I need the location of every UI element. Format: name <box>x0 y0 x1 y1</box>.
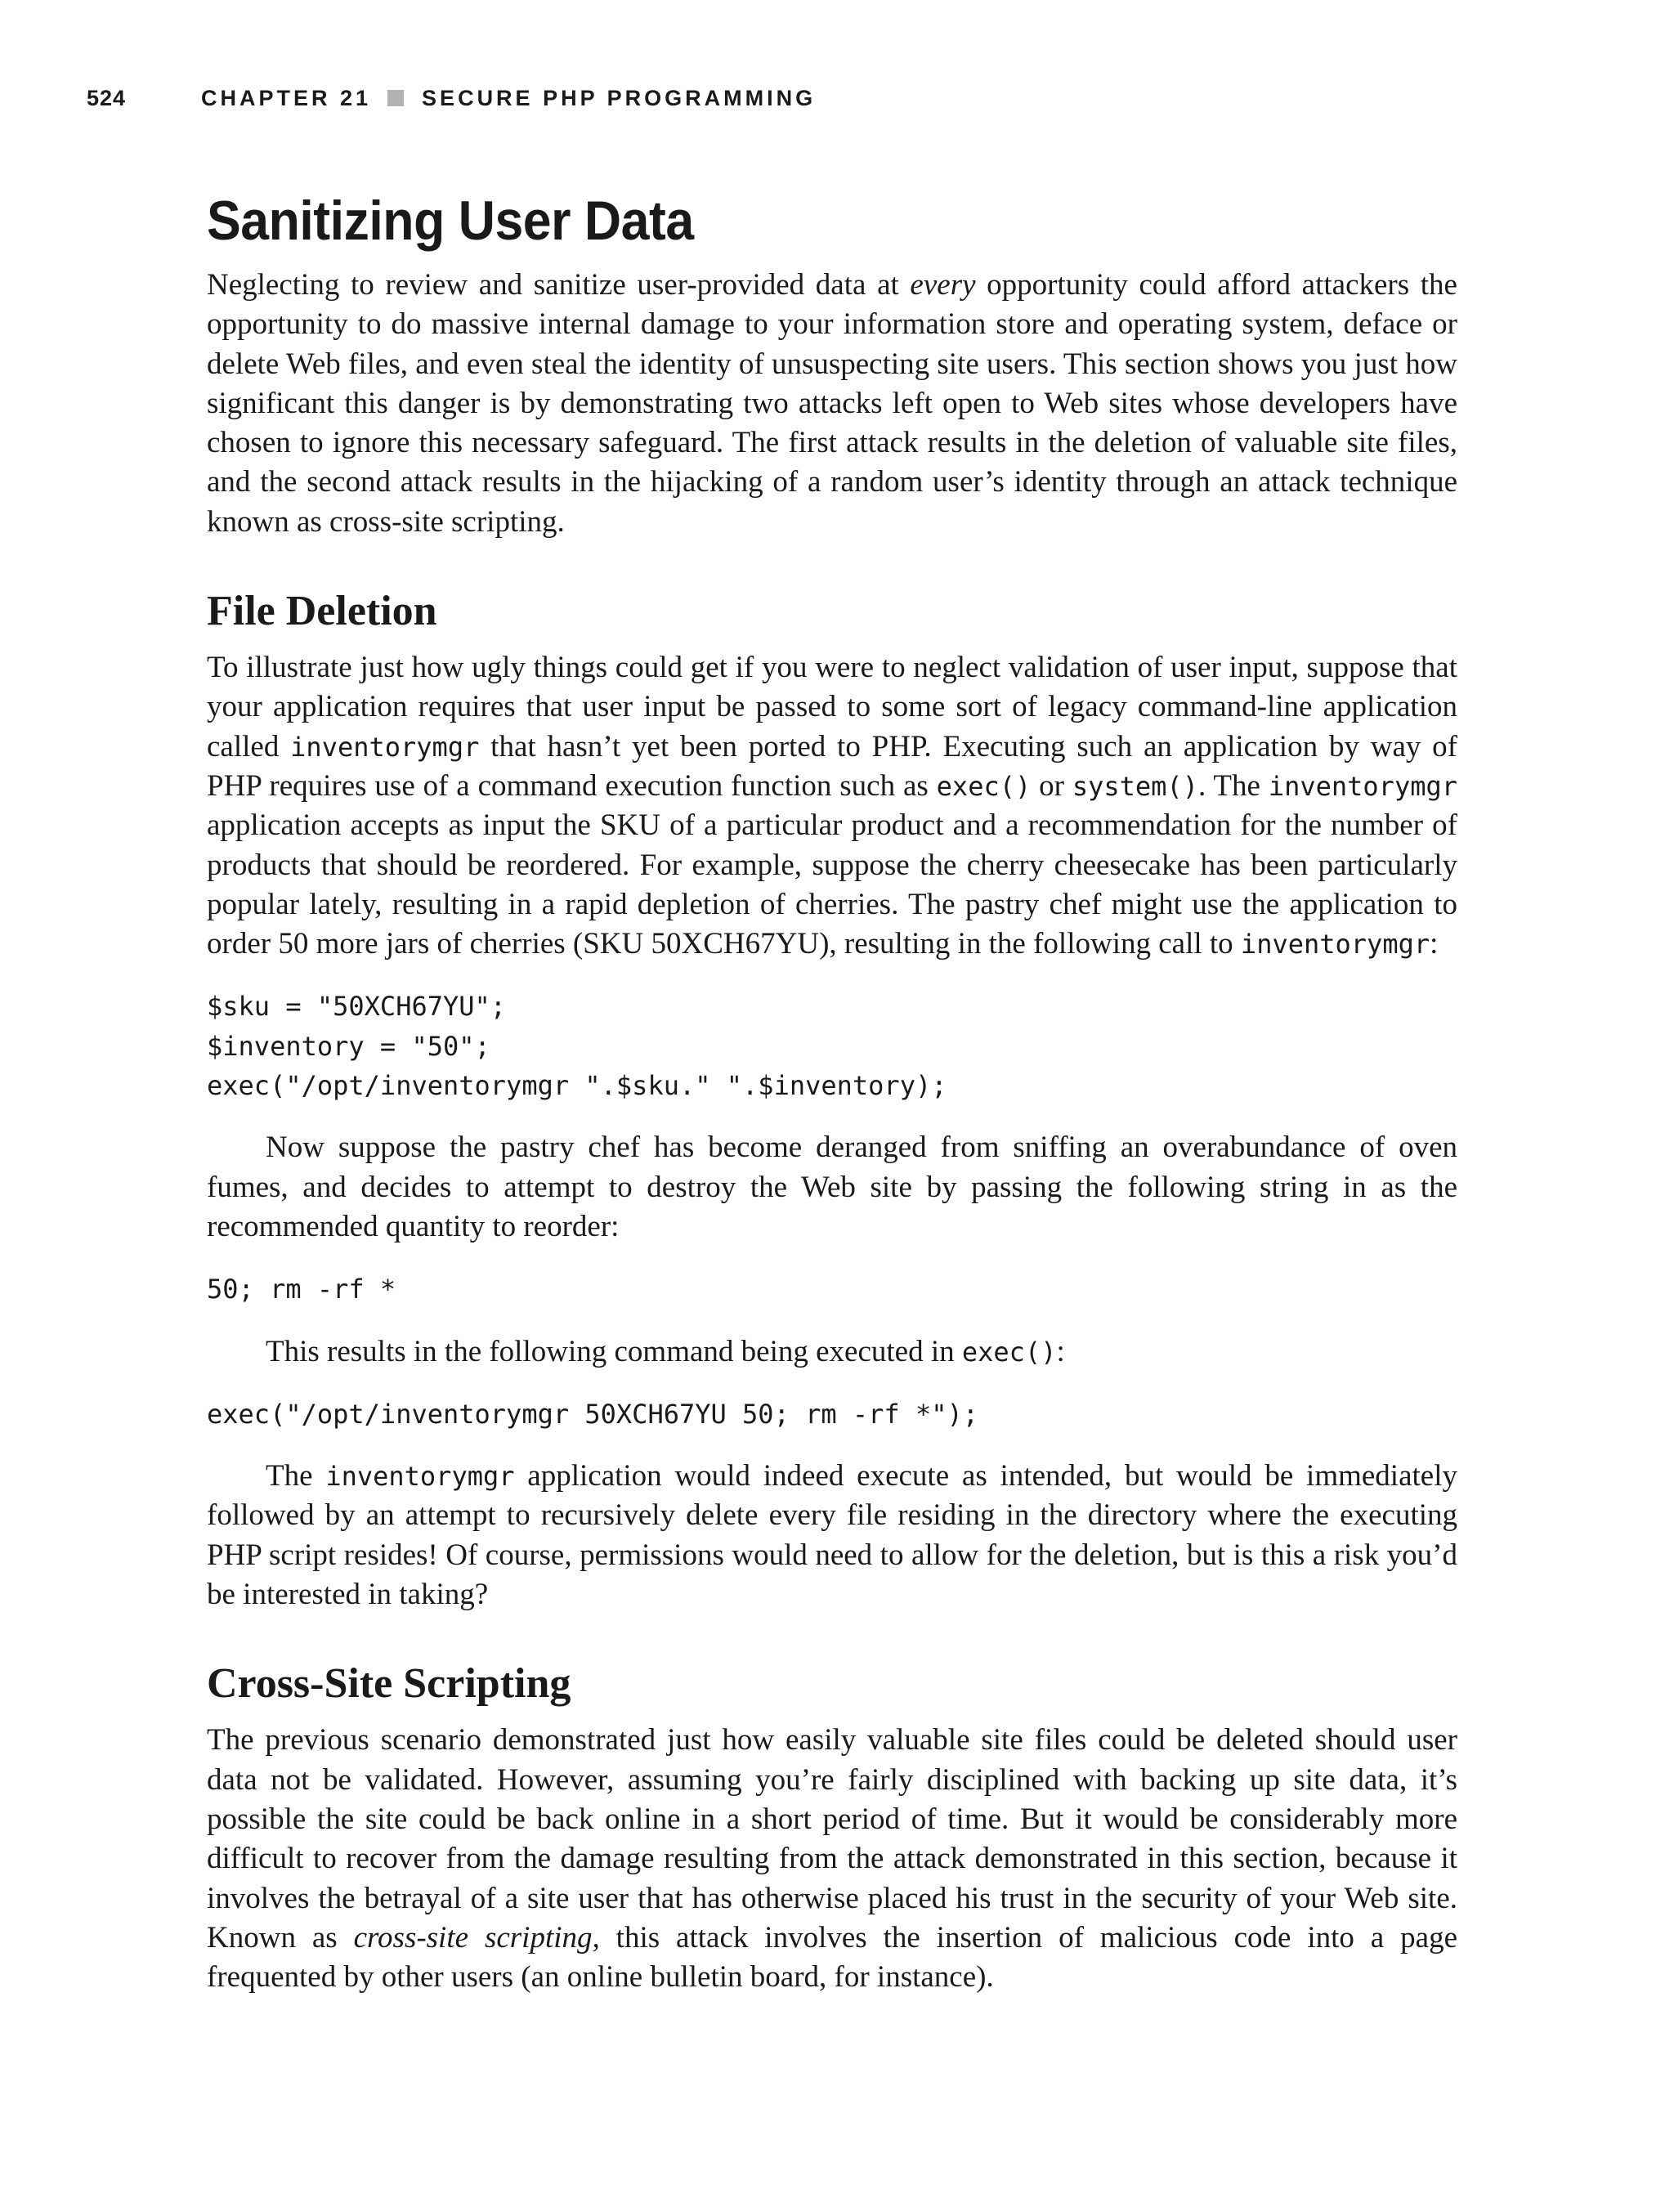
file-deletion-paragraph-2: Now suppose the pastry chef has become deranged from sniffing an overabundance of oven fumes, and decides to attempt to destroy the Web site by passing the following string in as the recommended quantity to reorder: <box>207 1131 1457 1243</box>
intro-text-1: Neglecting to review and sanitize user-provided data at <box>207 268 911 302</box>
fd-p3-text-1: This results in the following command being executed in <box>266 1334 962 1368</box>
fd-p4-text-2: application would indeed execute as intended, but would be immediately followed by an attempt to recursively delete every file residing in the directory where the executing PHP script resides! Of course, permissions would need to allow for the deletion, but is this a risk you’d be interested in taking? <box>207 1459 1457 1612</box>
fd-p1-text-1: To illustrate just how ugly things could get if you were to neglect validation of user input, suppose that your application requires that user input be passed to some sort of legacy command-line application called <box>207 651 1457 763</box>
chapter-label: CHAPTER 21 <box>201 85 372 110</box>
fd-p1-text-5: application accepts as input the SKU of a particular product and a recommendation for the number of products that should be reordered. For example, suppose the cherry cheesecake has been particularly popular lately, resulting in a rapid depletion of cherries. The pastry chef might use the application to order 50 more jars of cherries (SKU 50XCH67YU), resulting in the following call to <box>207 808 1457 961</box>
fd-p4-text-1: The <box>266 1459 326 1493</box>
section-heading: Sanitizing User Data <box>207 190 694 252</box>
fd-p1-text-2: that hasn’t yet been ported to PHP. Executing such an application by way of PHP requires use of a command execution function such as <box>207 729 1458 803</box>
cross-site-scripting-heading: Cross-Site Scripting <box>207 1660 571 1708</box>
file-deletion-paragraph-3 <box>207 1332 1457 1372</box>
xss-text-2: this attack involves the insertion of malicious code into a page frequented by other users (an online bulletin board, for instance). <box>207 1920 1457 1995</box>
file-deletion-paragraph-4 <box>207 1457 1457 1614</box>
fd-p1-text-4: . The <box>1197 768 1269 803</box>
inline-code: system() <box>1072 770 1198 802</box>
inline-code: inventorymgr <box>325 1461 515 1493</box>
intro-paragraph <box>207 266 1457 542</box>
xss-emphasis: cross-site scripting, <box>353 1920 600 1955</box>
xss-text-1: The previous scenario demonstrated just how easily valuable site files could be deleted should user data not be validated. However, assuming you’re fairly disciplined with backing up site data, it’s possible the site could be back online in a short period of time. But it would be considerably more difficult to recover from the damage resulting from the attack demonstrated in this section, because it involves the betrayal of a site user that has otherwise placed his trust in the security of your Web site. Known as <box>207 1723 1457 1955</box>
file-deletion-paragraph-1 <box>207 648 1457 964</box>
intro-emphasis: every <box>910 268 976 302</box>
inline-code: inventorymgr <box>1240 929 1430 960</box>
fd-p1-text-3: or <box>1031 768 1072 803</box>
inline-code: exec() <box>961 1336 1057 1368</box>
inline-code: inventorymgr <box>290 731 480 763</box>
code-listing-1: $sku = "50XCH67YU"; $inventory = "50"; exec("/opt/inventorymgr ".$sku." ".$inventory); <box>207 991 947 1102</box>
xss-paragraph-1 <box>207 1721 1457 1997</box>
code-listing-3: exec("/opt/inventorymgr 50XCH67YU 50; rm -rf *"); <box>207 1398 979 1430</box>
fd-p3-text-2: : <box>1056 1334 1065 1368</box>
square-bullet-icon <box>387 90 404 106</box>
running-head <box>87 82 816 114</box>
intro-text-2: opportunity could afford attackers the opportunity to do massive internal damage to your information store and operating system, deface or delete Web files, and even steal the identity of unsuspecting site users. This section shows you just how significant this danger is by demonstrating two attacks left open to Web sites whose developers have chosen to ignore this necessary safeguard. The first attack results in the deletion of valuable site files, and the second attack results in the hijacking of a random user’s identity through an attack technique known as cross-site scripting. <box>207 268 1457 539</box>
chapter-title: SECURE PHP PROGRAMMING <box>422 85 817 110</box>
fd-p1-text-6: : <box>1430 927 1439 961</box>
inline-code: exec() <box>936 770 1032 802</box>
inline-code: inventorymgr <box>1268 770 1457 802</box>
page-number: 524 <box>87 85 127 110</box>
file-deletion-heading: File Deletion <box>207 588 437 635</box>
page-body <box>207 184 1457 1997</box>
code-listing-2: 50; rm -rf * <box>207 1274 396 1305</box>
